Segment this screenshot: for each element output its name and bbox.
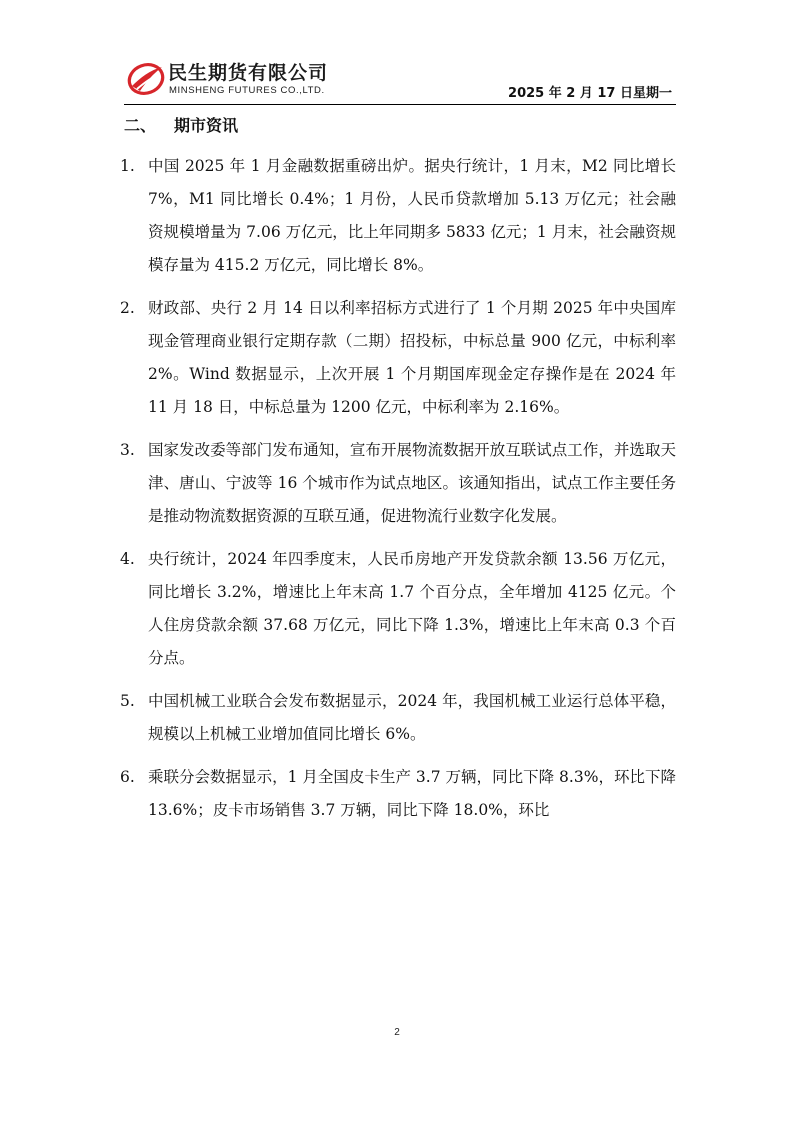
news-item-text: 财政部、央行 2 月 14 日以利率招标方式进行了 1 个月期 2025 年中央国库现金管理商业银行定期存款（二期）招投标，中标总量 900 亿元，中标利率 2%。Wind 数据显示，上次开展 1 个月期国库现金定存操作是在 2024 年 11 月 18 日，中标总量为 1200 亿元，中标利率为 2.16%。 <box>148 299 676 416</box>
news-item-index: 1. <box>120 157 135 175</box>
news-item-index: 5. <box>120 692 135 710</box>
header-divider <box>124 104 676 105</box>
section-heading <box>124 113 238 136</box>
news-item <box>120 434 676 533</box>
news-list <box>120 150 676 837</box>
news-item-text: 国家发改委等部门发布通知，宣布开展物流数据开放互联试点工作，并选取天津、唐山、宁波等 16 个城市作为试点地区。该通知指出，试点工作主要任务是推动物流数据资源的互联互通，促进物流行业数字化发展。 <box>148 441 676 525</box>
news-item-text: 乘联分会数据显示，1 月全国皮卡生产 3.7 万辆，同比下降 8.3%，环比下降 13.6%；皮卡市场销售 3.7 万辆，同比下降 18.0%，环比 <box>148 768 676 819</box>
news-item <box>120 150 676 282</box>
news-item-index: 4. <box>120 550 135 568</box>
news-item-index: 6. <box>120 768 135 786</box>
news-item-text: 中国机械工业联合会发布数据显示，2024 年，我国机械工业运行总体平稳，规模以上机械工业增加值同比增长 6%。 <box>148 692 676 743</box>
news-item-text: 央行统计，2024 年四季度末，人民币房地产开发贷款余额 13.56 万亿元，同比增长 3.2%，增速比上年末高 1.7 个百分点，全年增加 4125 亿元。个人住房贷款余额 37.68 万亿元，同比下降 1.3%，增速比上年末高 0.3 个百分点。 <box>148 550 676 667</box>
news-item <box>120 543 676 675</box>
page-number: 2 <box>394 1027 400 1038</box>
news-item <box>120 685 676 751</box>
page-header <box>124 54 676 104</box>
news-item <box>120 761 676 827</box>
company-name-cn: 民生期货有限公司 <box>168 62 329 84</box>
section-title: 期市资讯 <box>174 116 239 135</box>
news-item-index: 3. <box>120 441 135 459</box>
section-number: 二、 <box>124 116 157 135</box>
header-date: 2025 年 2 月 17 日星期一 <box>508 86 672 101</box>
news-item-index: 2. <box>120 299 135 317</box>
company-logo-icon <box>126 58 166 98</box>
company-name-en: MINSHENG FUTURES CO.,LTD. <box>169 85 325 96</box>
news-item-text: 中国 2025 年 1 月金融数据重磅出炉。据央行统计，1 月末，M2 同比增长 7%，M1 同比增长 0.4%；1 月份，人民币贷款增加 5.13 万亿元；社会融资规模增量为 7.06 万亿元，比上年同期多 5833 亿元；1 月末，社会融资规模存量为 415.2 万亿元，同比增长 8%。 <box>148 157 676 274</box>
news-item <box>120 292 676 424</box>
